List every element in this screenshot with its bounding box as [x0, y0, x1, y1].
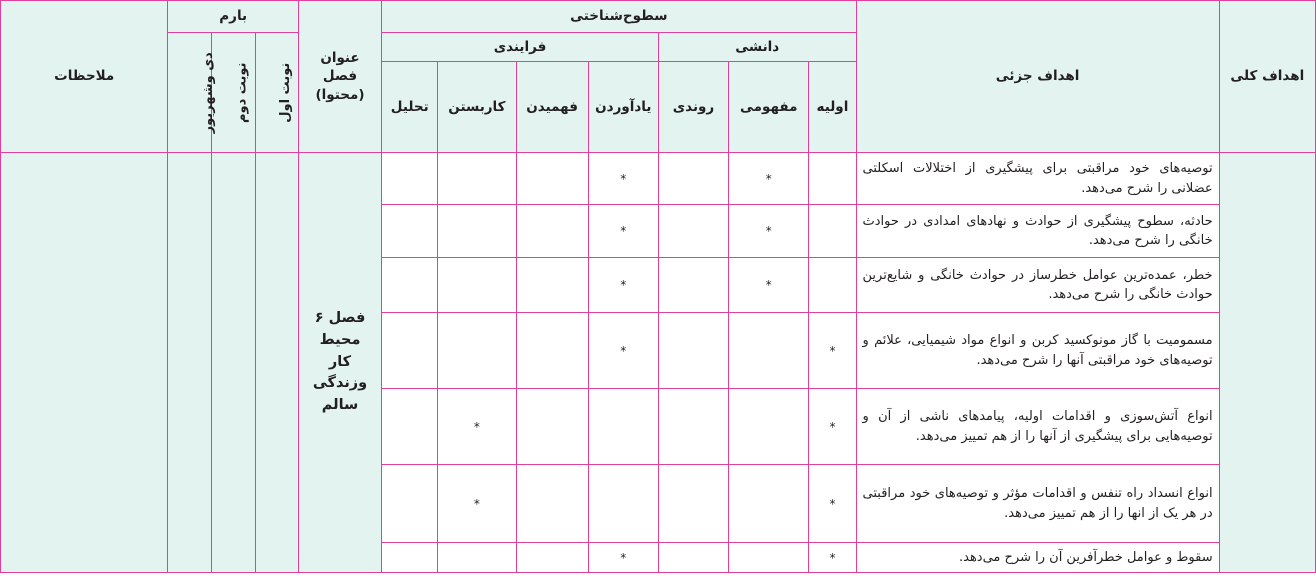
cell-application — [438, 153, 516, 205]
cell-remembering: * — [588, 258, 658, 313]
term-second-cell — [211, 153, 255, 573]
cell-application — [438, 258, 516, 313]
cell-basic: * — [809, 313, 856, 389]
cell-conceptual — [729, 389, 809, 465]
cell-procedural — [658, 153, 728, 205]
cell-remembering: * — [588, 205, 658, 258]
partial-goal: انواع انسداد راه تنفس و اقدامات مؤثر و توصیه‌های خود مراقبتی در هر یک از انها را از هم تمییز می‌دهد. — [856, 465, 1219, 543]
cell-analysis — [382, 153, 438, 205]
application-header: کاربستن — [438, 62, 516, 153]
cell-analysis — [382, 465, 438, 543]
basic-header: اولیه — [809, 62, 856, 153]
cell-understanding — [516, 313, 588, 389]
cell-understanding — [516, 465, 588, 543]
cell-conceptual: * — [729, 205, 809, 258]
cell-application: * — [438, 465, 516, 543]
partial-goal: سقوط و عوامل خطرآفرین آن را شرح می‌دهد. — [856, 543, 1219, 573]
term-dey-cell — [168, 153, 211, 573]
analysis-header: تحلیل — [382, 62, 438, 153]
cell-basic: * — [809, 465, 856, 543]
cell-basic — [809, 153, 856, 205]
partial-goals-header: اهداف جزئی — [856, 1, 1219, 153]
cell-basic: * — [809, 389, 856, 465]
chapter-title-header: عنوان فصل (محتوا) — [298, 1, 381, 153]
cell-remembering — [588, 389, 658, 465]
cell-analysis — [382, 389, 438, 465]
term-dey-header: دی وشهریور — [168, 33, 211, 153]
cell-procedural — [658, 543, 728, 573]
cell-procedural — [658, 205, 728, 258]
partial-goal: انواع آتش‌سوزی و اقدامات اولیه، پیامدهای ناشی از آن و توصیه‌هایی برای پیشگیری از آنها را از هم تمییز می‌دهد. — [856, 389, 1219, 465]
cell-analysis — [382, 258, 438, 313]
cell-remembering: * — [588, 543, 658, 573]
cell-conceptual — [729, 543, 809, 573]
cell-conceptual: * — [729, 258, 809, 313]
general-goals-cell — [1219, 153, 1315, 573]
process-header: فرایندی — [382, 33, 659, 62]
cell-basic — [809, 258, 856, 313]
chapter-name: فصل ۶ محیط کار وزندگی سالم — [298, 153, 381, 573]
partial-goal: حادثه، سطوح پیشگیری از حوادث و نهادهای امدادی در حوادث خانگی را شرح می‌دهد. — [856, 205, 1219, 258]
cell-conceptual: * — [729, 153, 809, 205]
cognitive-levels-header: سطوح‌شناختی — [382, 1, 856, 33]
partial-goal: مسمومیت با گاز مونوکسید کربن و انواع مواد شیمیایی، علائم و توصیه‌های خود مراقبتی آنها را شرح می‌دهد. — [856, 313, 1219, 389]
cell-conceptual — [729, 313, 809, 389]
cell-analysis — [382, 205, 438, 258]
cell-understanding — [516, 389, 588, 465]
cell-conceptual — [729, 465, 809, 543]
cell-application — [438, 205, 516, 258]
cell-remembering — [588, 465, 658, 543]
cell-remembering: * — [588, 153, 658, 205]
cell-application — [438, 543, 516, 573]
cell-understanding — [516, 258, 588, 313]
conceptual-header: مفهومی — [729, 62, 809, 153]
cell-understanding — [516, 543, 588, 573]
cell-basic — [809, 205, 856, 258]
score-header: بارم — [168, 1, 298, 33]
cell-procedural — [658, 258, 728, 313]
understanding-header: فهمیدن — [516, 62, 588, 153]
cell-procedural — [658, 389, 728, 465]
cell-procedural — [658, 313, 728, 389]
term-first-header: نوبت اول — [255, 33, 298, 153]
cell-analysis — [382, 313, 438, 389]
cell-understanding — [516, 153, 588, 205]
cell-application — [438, 313, 516, 389]
notes-cell — [1, 153, 168, 573]
cell-remembering: * — [588, 313, 658, 389]
cell-understanding — [516, 205, 588, 258]
procedural-header: روندی — [658, 62, 728, 153]
cell-application: * — [438, 389, 516, 465]
partial-goal: توصیه‌های خود مراقبتی برای پیشگیری از اختلالات اسکلتی عضلانی را شرح می‌دهد. — [856, 153, 1219, 205]
cell-procedural — [658, 465, 728, 543]
general-goals-header: اهداف کلی — [1219, 1, 1315, 153]
term-second-header: نوبت دوم — [211, 33, 255, 153]
partial-goal: خطر، عمده‌ترین عوامل خطرساز در حوادث خانگی و شایع‌ترین حوادث خانگی را شرح می‌دهد. — [856, 258, 1219, 313]
notes-header: ملاحظات — [1, 1, 168, 153]
remembering-header: یادآوردن — [588, 62, 658, 153]
knowledge-header: دانشی — [658, 33, 856, 62]
cell-basic: * — [809, 543, 856, 573]
term-first-cell — [255, 153, 298, 573]
cell-analysis — [382, 543, 438, 573]
